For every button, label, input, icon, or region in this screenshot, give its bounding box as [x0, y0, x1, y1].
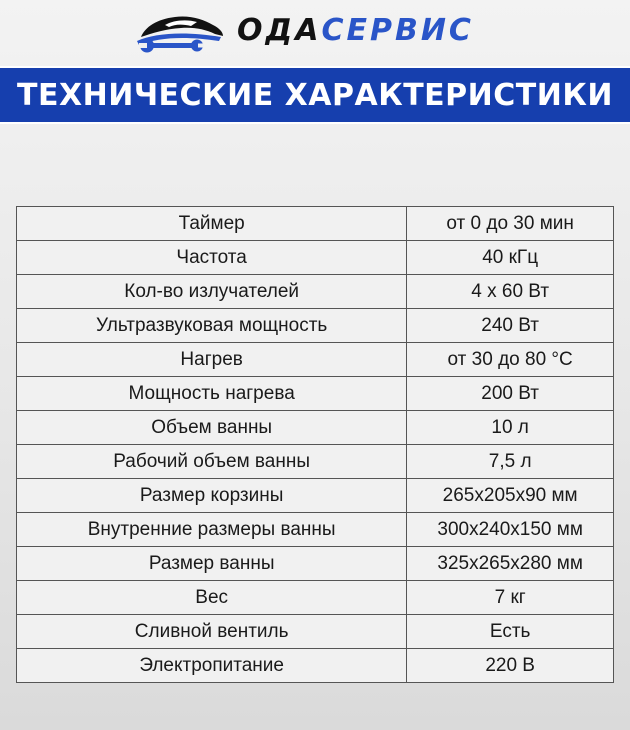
page-title: ТЕХНИЧЕСКИЕ ХАРАКТЕРИСТИКИ	[17, 77, 613, 113]
spec-value: 7,5 л	[407, 445, 614, 479]
table-row	[17, 649, 614, 683]
table-row	[17, 581, 614, 615]
spec-label: Вес	[17, 581, 407, 615]
spec-value: Есть	[407, 615, 614, 649]
spec-label: Частота	[17, 241, 407, 275]
spec-value: 220 В	[407, 649, 614, 683]
table-row	[17, 479, 614, 513]
table-row	[17, 445, 614, 479]
spec-value: 200 Вт	[407, 377, 614, 411]
table-row	[17, 241, 614, 275]
spec-label: Размер ванны	[17, 547, 407, 581]
spec-value: 10 л	[407, 411, 614, 445]
table-row	[17, 547, 614, 581]
spec-label: Рабочий объем ванны	[17, 445, 407, 479]
spec-value: 40 кГц	[407, 241, 614, 275]
table-row	[17, 343, 614, 377]
brand-logo	[135, 6, 474, 56]
specs-table	[16, 206, 614, 683]
brand-name-part1: ОДА	[237, 13, 322, 48]
spec-label: Сливной вентиль	[17, 615, 407, 649]
spec-value: от 0 до 30 мин	[407, 207, 614, 241]
car-wrench-icon	[135, 7, 227, 55]
spec-label: Внутренние размеры ванны	[17, 513, 407, 547]
table-row	[17, 513, 614, 547]
table-row	[17, 275, 614, 309]
spec-value: от 30 до 80 °С	[407, 343, 614, 377]
table-row	[17, 615, 614, 649]
spec-value: 240 Вт	[407, 309, 614, 343]
spec-label: Таймер	[17, 207, 407, 241]
spec-label: Нагрев	[17, 343, 407, 377]
brand-name-part2: СЕРВИС	[321, 13, 474, 48]
spec-value: 7 кг	[407, 581, 614, 615]
brand-name	[237, 13, 474, 48]
spec-label: Ультразвуковая мощность	[17, 309, 407, 343]
spec-label: Кол-во излучателей	[17, 275, 407, 309]
spec-value: 265х205х90 мм	[407, 479, 614, 513]
spec-label: Мощность нагрева	[17, 377, 407, 411]
spec-label: Электропитание	[17, 649, 407, 683]
spec-value: 325х265х280 мм	[407, 547, 614, 581]
spec-label: Объем ванны	[17, 411, 407, 445]
title-banner	[0, 66, 630, 124]
table-row	[17, 377, 614, 411]
spec-value: 4 х 60 Вт	[407, 275, 614, 309]
table-row	[17, 411, 614, 445]
spec-label: Размер корзины	[17, 479, 407, 513]
table-row	[17, 309, 614, 343]
spec-value: 300х240х150 мм	[407, 513, 614, 547]
table-row	[17, 207, 614, 241]
